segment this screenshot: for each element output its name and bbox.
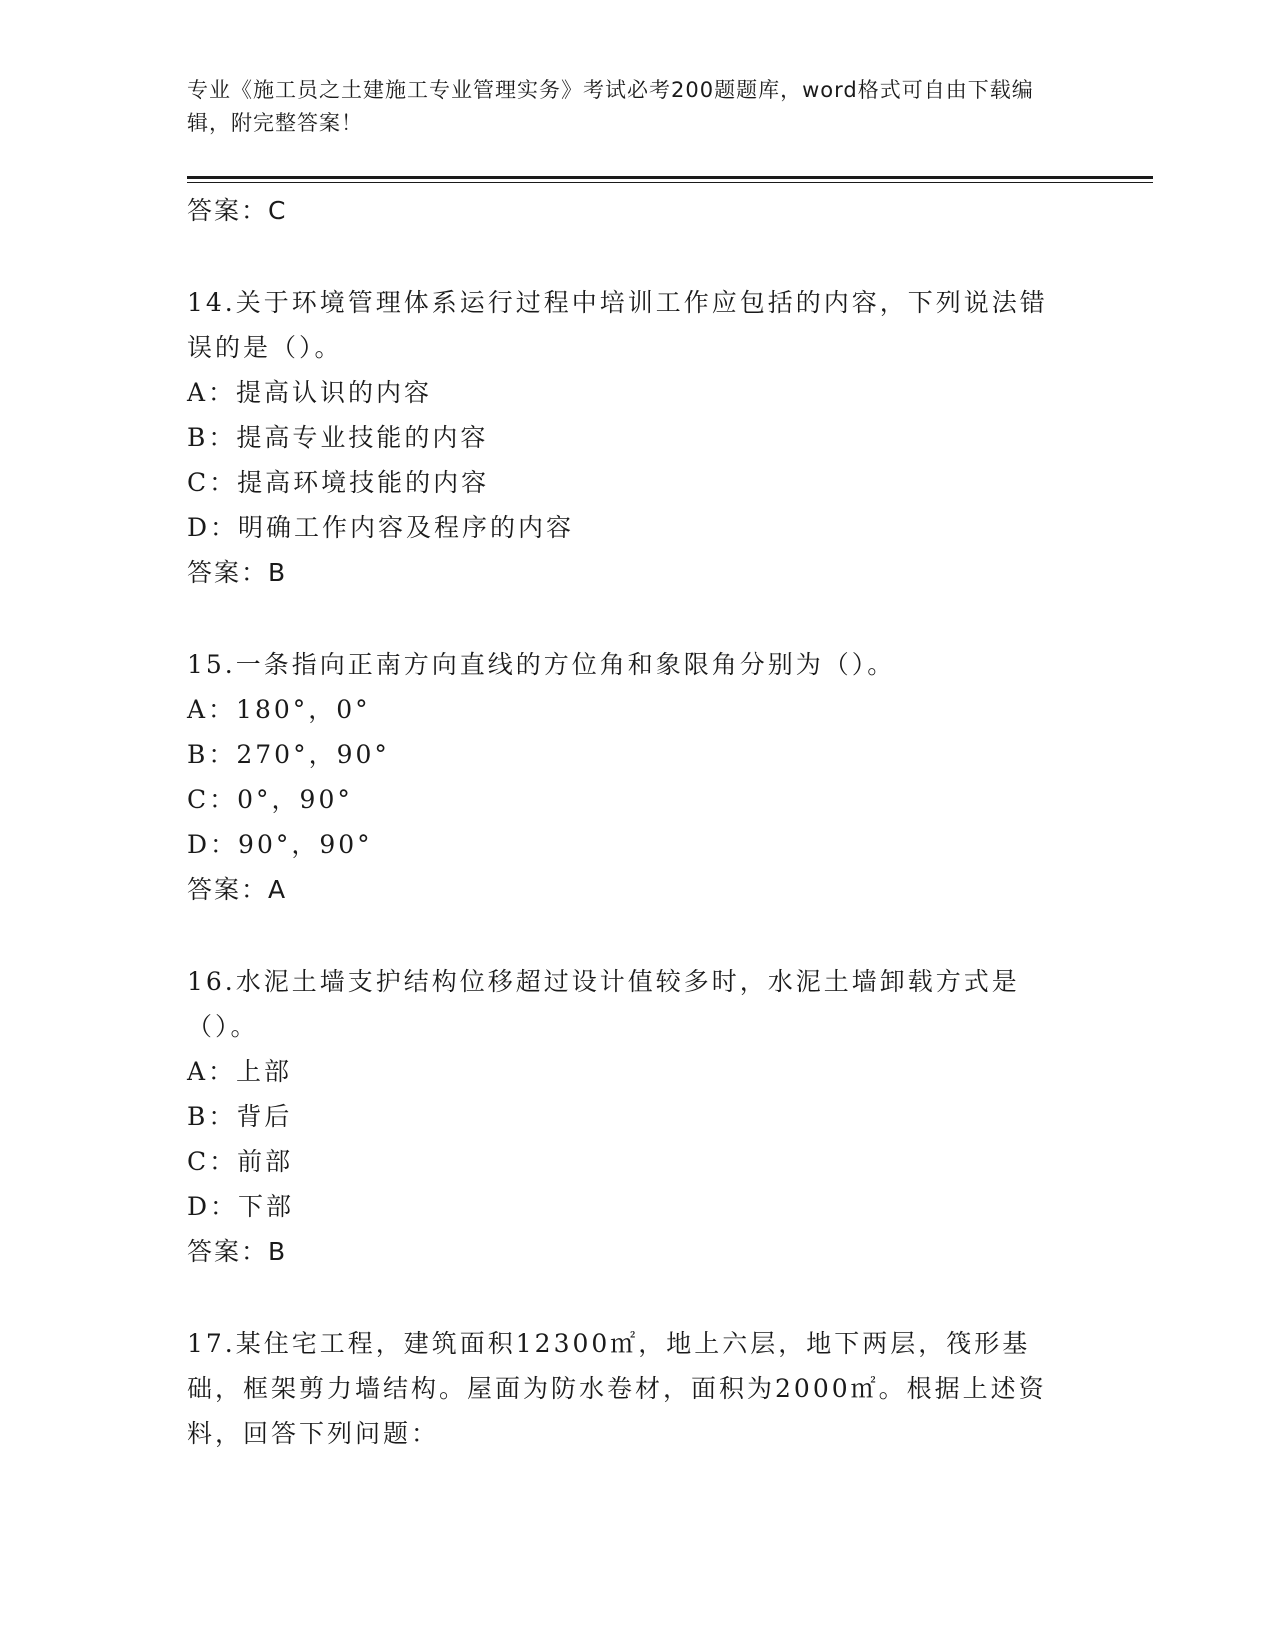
question-stem: 15.一条指向正南方向直线的方位角和象限角分别为（）。	[187, 650, 896, 679]
document-header: 专业《施工员之土建施工专业管理实务》考试必考200题题库，word格式可自由下载编辑，附完整答案！	[187, 78, 1034, 135]
answer-line: 答案：A	[187, 875, 288, 904]
question-block	[187, 280, 1067, 595]
header-rule-thin	[187, 182, 1153, 183]
option-c: C：前部	[187, 1147, 294, 1176]
option-a: A：提高认识的内容	[187, 378, 433, 407]
option-c: C：提高环境技能的内容	[187, 468, 490, 497]
answer-line: 答案：B	[187, 1237, 288, 1266]
answer-line: 答案：B	[187, 558, 288, 587]
option-d: D：下部	[187, 1192, 295, 1221]
header-rule-thick	[187, 176, 1153, 179]
question-block	[187, 642, 1067, 912]
option-c: C：0°，90°	[187, 785, 353, 814]
option-b: B：270°，90°	[187, 740, 390, 769]
option-a: A：上部	[187, 1057, 293, 1086]
option-b: B：背后	[187, 1102, 293, 1131]
option-d: D：90°，90°	[187, 830, 373, 859]
question-block	[187, 1321, 1067, 1456]
question-stem: 14.关于环境管理体系运行过程中培训工作应包括的内容，下列说法错误的是（）。	[187, 288, 1048, 362]
option-b: B：提高专业技能的内容	[187, 423, 489, 452]
question-block	[187, 959, 1067, 1274]
answer-line: 答案：C	[187, 196, 288, 225]
document-body	[187, 188, 1067, 1456]
option-a: A：180°，0°	[187, 695, 371, 724]
question-stem: 16.水泥土墙支护结构位移超过设计值较多时，水泥土墙卸载方式是（）。	[187, 967, 1020, 1041]
option-d: D：明确工作内容及程序的内容	[187, 513, 575, 542]
question-stem: 17.某住宅工程，建筑面积12300㎡，地上六层，地下两层，筏形基础，框架剪力墙结构。屋面为防水卷材，面积为2000㎡。根据上述资料，回答下列问题：	[187, 1329, 1047, 1448]
